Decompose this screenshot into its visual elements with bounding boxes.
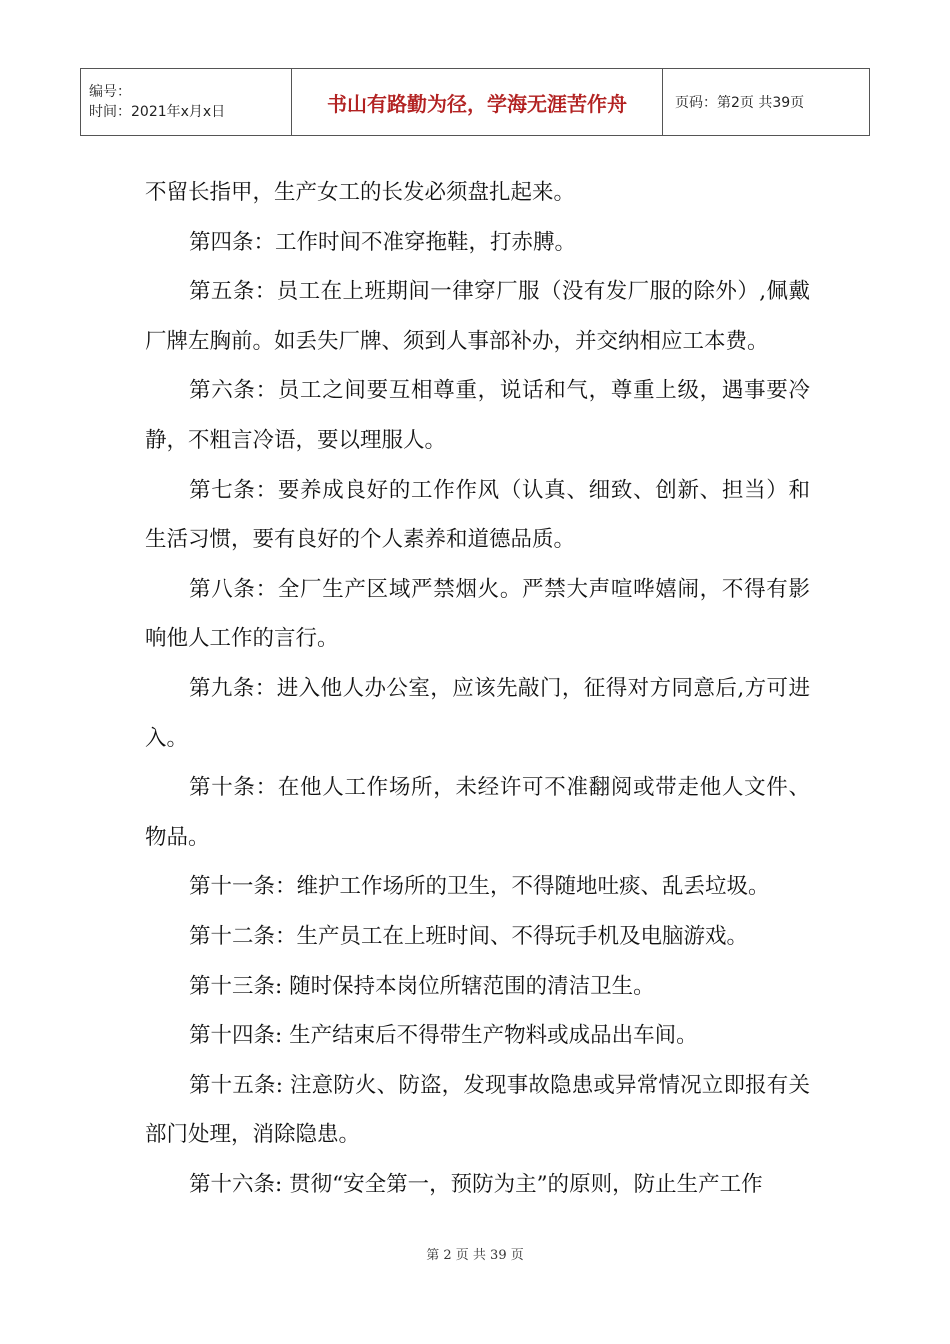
paragraph: 第十六条: 贯彻“安全第一，预防为主”的原则，防止生产工作	[189, 1171, 763, 1197]
document-date: 时间：2021年x月x日	[89, 104, 226, 120]
paragraph: 不留长指甲，生产女工的长发必须盘扎起来。	[145, 180, 576, 205]
paragraph: 第九条：进入他人办公室，应该先敲门，征得对方同意后,方可进入。	[145, 675, 810, 751]
document-header	[80, 68, 870, 136]
paragraph: 第八条：全厂生产区域严禁烟火。严禁大声喧哗嬉闹，不得有影响他人工作的言行。	[145, 576, 810, 652]
page-footer: 第 2 页 共 39 页	[426, 1248, 524, 1263]
paragraph: 第十四条: 生产结束后不得带生产物料或成品出车间。	[189, 1023, 698, 1049]
header-page-info: 页码：第2页 共39页	[663, 69, 870, 136]
document-number-label: 编号：	[89, 84, 131, 100]
paragraph: 第十一条：维护工作场所的卫生，不得随地吐痰、乱丢垃圾。	[189, 874, 770, 900]
paragraph: 第七条：要养成良好的工作作风（认真、细致、创新、担当）和生活习惯，要有良好的个人素养和道德品质。	[145, 477, 810, 553]
paragraph: 第五条：员工在上班期间一律穿厂服（没有发厂服的除外）,佩戴厂牌左胸前。如丢失厂牌、须到人事部补办，并交纳相应工本费。	[145, 279, 810, 354]
paragraph: 第十二条：生产员工在上班时间、不得玩手机及电脑游戏。	[189, 923, 749, 949]
header-motto: 书山有路勤为径，学海无涯苦作舟	[292, 69, 663, 136]
document-body	[145, 168, 810, 1209]
paragraph: 第十五条: 注意防火、防盗，发现事故隐患或异常情况立即报有关部门处理，消除隐患。	[145, 1072, 810, 1148]
paragraph: 第六条：员工之间要互相尊重，说话和气，尊重上级，遇事要冷静，不粗言冷语，要以理服人。	[145, 378, 810, 453]
header-meta-cell	[81, 69, 292, 136]
paragraph: 第十条：在他人工作场所，未经许可不准翻阅或带走他人文件、物品。	[145, 775, 810, 850]
paragraph: 第十三条: 随时保持本岗位所辖范围的清洁卫生。	[189, 973, 655, 999]
paragraph: 第四条：工作时间不准穿拖鞋，打赤膊。	[189, 229, 577, 255]
